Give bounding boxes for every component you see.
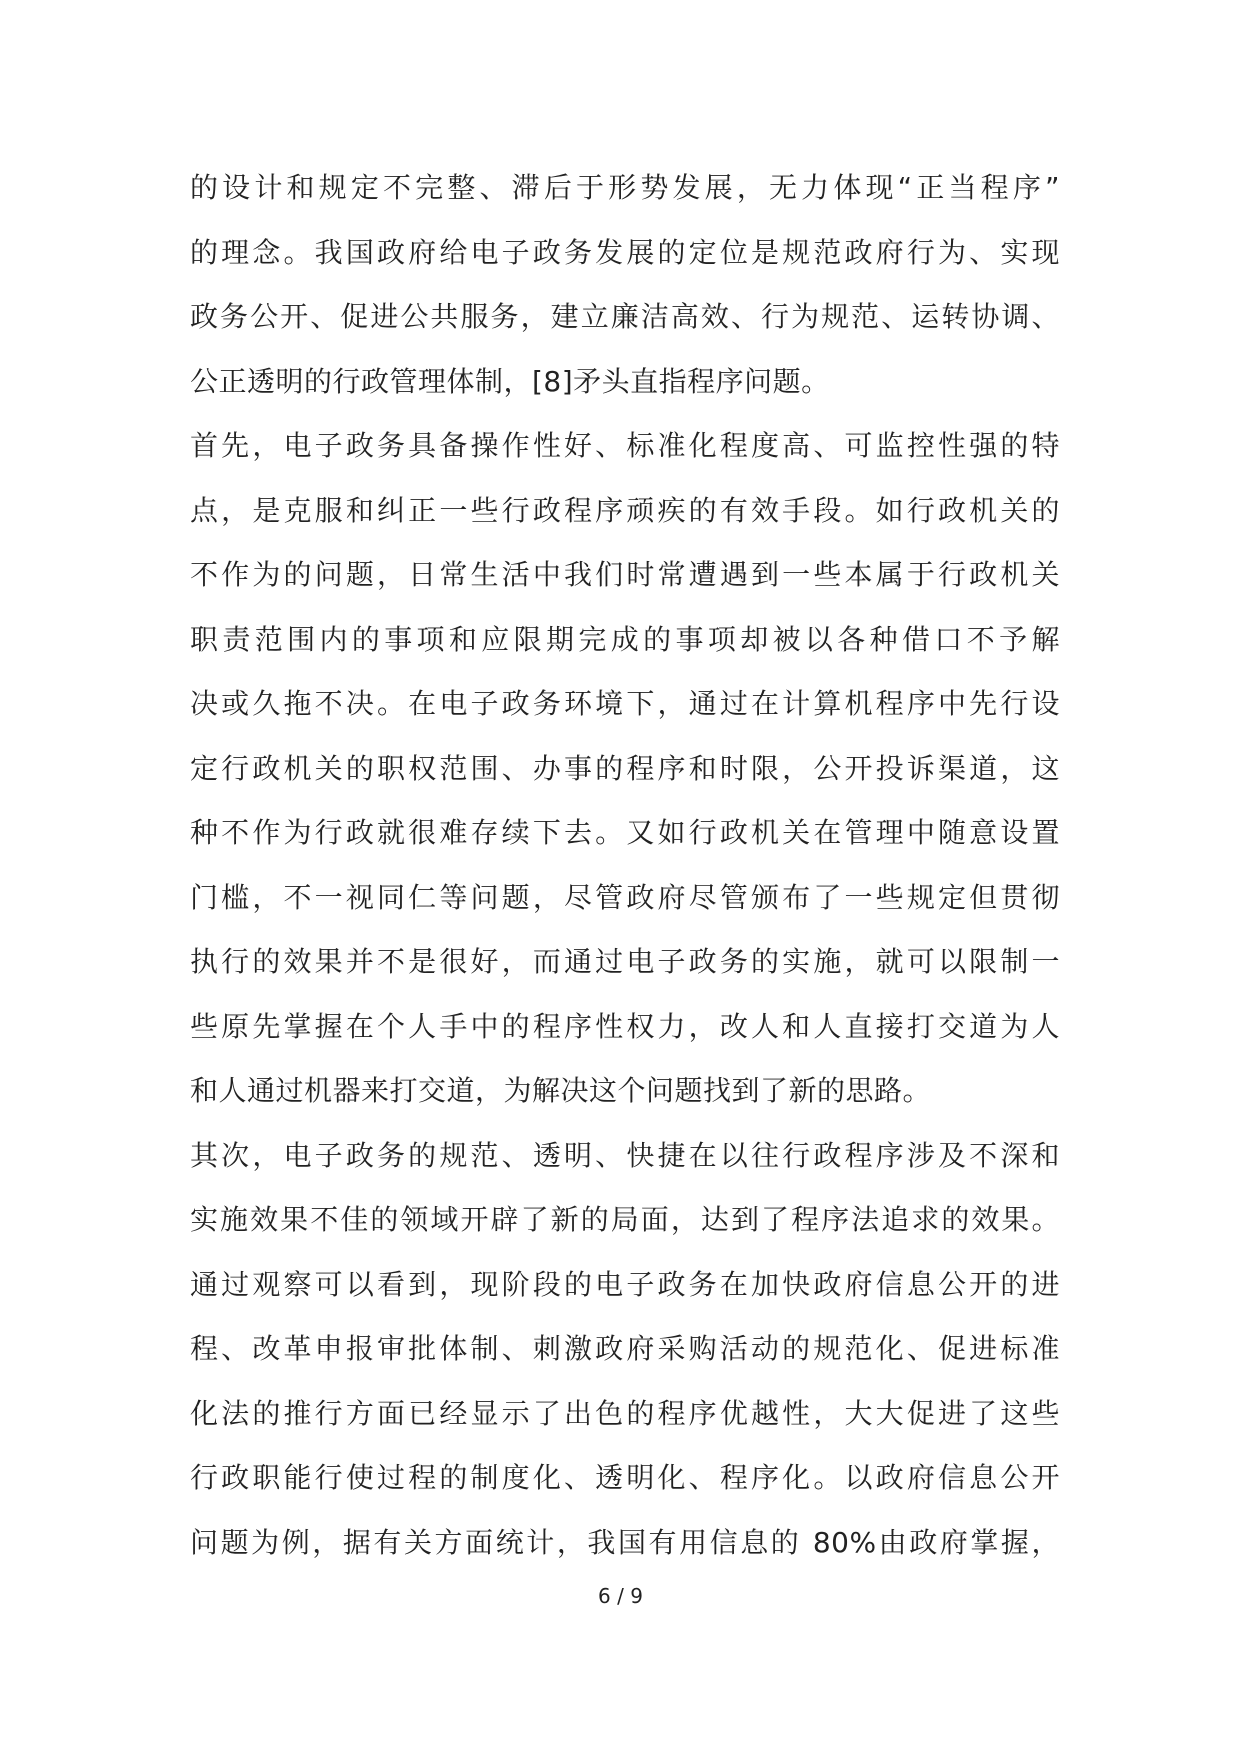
text-line: 公正透明的行政管理体制，[8]矛头直指程序问题。 [190,364,830,398]
text-line: 问题为例，据有关方面统计，我国有用信息的 80%由政府掌握， [190,1525,1060,1559]
text-line: 种不作为行政就很难存续下去。又如行政机关在管理中随意设置 [190,816,1060,849]
text-line: 首先，电子政务具备操作性好、标准化程度高、可监控性强的特 [190,429,1060,462]
body-text [190,156,1060,1575]
text-line: 执行的效果并不是很好，而通过电子政务的实施，就可以限制一 [190,945,1060,978]
page-number: 6 / 9 [598,1584,643,1608]
text-line: 实施效果不佳的领域开辟了新的局面，达到了程序法追求的效果。 [190,1203,1060,1236]
text-line: 其次，电子政务的规范、透明、快捷在以往行政程序涉及不深和 [190,1138,1060,1172]
text-line: 些原先掌握在个人手中的程序性权力，改人和人直接打交道为人 [190,1009,1060,1043]
text-line: 定行政机关的职权范围、办事的程序和时限，公开投诉渠道，这 [190,751,1060,785]
text-line: 职责范围内的事项和应限期完成的事项却被以各种借口不予解 [190,622,1060,656]
text-line: 不作为的问题，日常生活中我们时常遭遇到一些本属于行政机关 [190,558,1060,591]
text-line: 通过观察可以看到，现阶段的电子政务在加快政府信息公开的进 [190,1267,1060,1301]
text-line: 的设计和规定不完整、滞后于形势发展，无力体现“正当程序” [190,171,1060,204]
text-line: 行政职能行使过程的制度化、透明化、程序化。以政府信息公开 [190,1461,1060,1494]
text-line: 门槛，不一视同仁等问题，尽管政府尽管颁布了一些规定但贯彻 [190,880,1060,914]
text-line: 和人通过机器来打交道，为解决这个问题找到了新的思路。 [190,1074,932,1107]
text-line: 的理念。我国政府给电子政务发展的定位是规范政府行为、实现 [190,235,1060,269]
text-line: 化法的推行方面已经显示了出色的程序优越性，大大促进了这些 [190,1396,1060,1430]
text-line: 决或久拖不决。在电子政务环境下，通过在计算机程序中先行设 [190,687,1060,720]
text-line: 程、改革申报审批体制、刺激政府采购活动的规范化、促进标准 [190,1332,1060,1365]
text-line: 政务公开、促进公共服务，建立廉洁高效、行为规范、运转协调、 [190,300,1060,333]
text-line: 点，是克服和纠正一些行政程序顽疾的有效手段。如行政机关的 [190,493,1060,527]
